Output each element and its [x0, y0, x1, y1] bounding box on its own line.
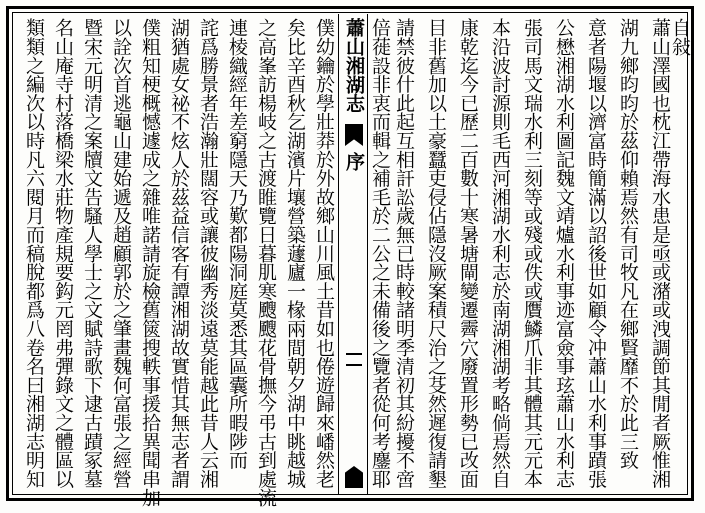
page-number-stroke-icon [346, 364, 362, 366]
preface-column-l4: 連棱織經年差窮隱天乃歎都陽洞庭莫悉其區囊所暇陟而 [226, 18, 248, 470]
preface-column-r1: 蕭山澤國也枕江帶海水患是亟或潴或洩調節其閒者厥惟湘 [649, 18, 671, 489]
preface-column-l2: 矣比辛酉秋乞湖濱片壤營築蘧廬一椽兩間朝夕湖中眺越城 [284, 18, 306, 489]
preface-heading: 自敍 [669, 18, 691, 56]
preface-column-l6: 湖猶處女祕不炫人於茲益信客有譚湘湖故實惜其無志者謂 [168, 18, 190, 489]
preface-column-r9: 請禁彼什此起互相訐訟歲無已時較諸明季清初其紛擾不啻 [393, 18, 415, 489]
fish-tail-mark-icon [345, 124, 363, 146]
preface-column-l10: 名山庵寺村落橋梁水莊物產規要鈎元罔弗彈錄文之體區以 [52, 18, 74, 489]
preface-column-r10: 倍蓰設非衷而輯之補毛於二公之未備後之覽者從何考鏖耶 [369, 18, 391, 489]
lower-fish-tail-mark-icon [345, 466, 363, 488]
preface-column-r3: 意者陽堰以濟富時簡滿以詔後世如顧令冲蕭山水利事蹟張 [585, 18, 607, 489]
preface-column-l1: 僕幼鑰於學壯莽於外故鄉山川風土昔如也倦遊歸來嶓然老 [313, 18, 335, 489]
preface-column-l9: 暨宋元明清之案牘文告騷人學士之文賦詩歌下逮古蹟冢墓 [81, 18, 103, 489]
preface-column-r7: 康乾迄今已歷二百數十寒暑塘閘變遷霽穴廢置形勢已改面 [457, 18, 479, 489]
preface-column-l8: 以詮次首逃龜山建始遞及趙顧郭於之肇畫魏何富張之經營 [110, 18, 132, 489]
preface-column-r2: 湖九鄉昀昀於茲仰賴焉然有司牧凡在鄉賢靡不於此三致 [617, 18, 639, 470]
preface-column-l3: 之高峯訪楊岐之古渡睢覽日暮肌寒颼颼花骨撫今弔古到處流 [255, 18, 277, 507]
preface-column-r6: 本沿波討源則毛西河湘湖水利志於南湖湘湖考略倘焉然自 [489, 18, 511, 489]
preface-column-r8: 目非舊加以土豪蠶吏侵佔隱沒厥案積尺治之芟然遲復請墾 [425, 18, 447, 489]
center-fold-strip [338, 14, 368, 494]
book-title: 蕭山湘湖志 [343, 18, 365, 113]
section-title: 序 [343, 152, 365, 171]
preface-column-r5: 張司馬文瑞水利三刻等或殘或佚或贋鱗爪非其體其元元本 [521, 18, 543, 489]
preface-column-l5: 詫爲勝景者浩瀚壯闊容或讓彼幽秀淡遠莫能越此昔人云湘 [197, 18, 219, 489]
preface-column-l11: 類類之編次以時凡六閱月而稿脫都爲八卷名曰湘湖志明知 [23, 18, 45, 489]
preface-column-l7: 僕粗知梗概憾遽成之雜唯諾請旋檢舊篋搜軼事援拾異聞串加 [139, 18, 161, 507]
page-number [346, 344, 362, 368]
preface-column-r4: 公懋湘湖水利圖記魏文靖爐水利事迹富僉事玹蕭山水利志 [553, 18, 575, 489]
page-number-stroke-icon [346, 353, 362, 355]
